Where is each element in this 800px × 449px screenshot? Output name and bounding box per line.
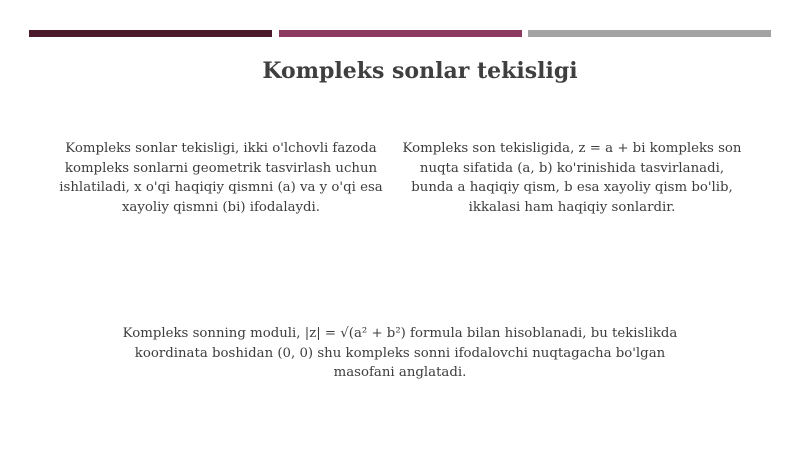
accent-bar-gray — [528, 30, 771, 37]
slide-title: Kompleks sonlar tekisligi — [262, 58, 578, 84]
paragraph-definition: Kompleks sonlar tekisligi, ikki o'lchovli fazoda kompleks sonlarni geometrik tasvirlash uchun ishlatiladi, x o'qi haqiqiy qismni (a) va y o'qi esa xayoliy qismni (bi) ifodalaydi. — [59, 141, 383, 215]
accent-bar-magenta — [279, 30, 522, 37]
paragraph-modulus: Kompleks sonning moduli, |z| = √(a² + b²) formula bilan hisoblanadi, bu tekislikda koordinata boshidan (0, 0) shu kompleks sonni ifodalovchi nuqtagacha bo'lgan masofani anglatadi. — [122, 326, 678, 380]
accent-bar-dark — [29, 30, 272, 37]
paragraph-representation: Kompleks son tekisligida, z = a + bi kompleks son nuqta sifatida (a, b) ko'rinishida tasvirlanadi, bunda a haqiqiy qism, b esa xayoliy qism bo'lib, ikkalasi ham haqiqiy sonlardir. — [402, 141, 742, 215]
